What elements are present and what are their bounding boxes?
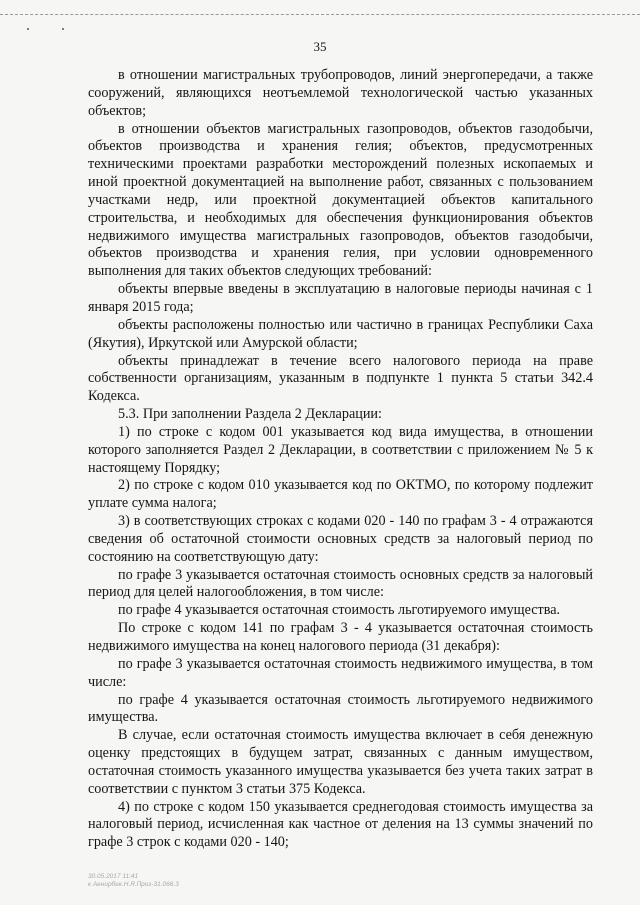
paragraph: объекты расположены полностью или частично в границах Республики Саха (Якутия), Иркутской или Амурской области;	[88, 316, 593, 351]
paragraph: 1) по строке с кодом 001 указывается код вида имущества, в отношении которого заполняется Раздел 2 Декларации, в соответствии с приложением № 5 к настоящему Порядку;	[88, 423, 593, 476]
paragraph: 3) в соответствующих строках с кодами 020 - 140 по графам 3 - 4 отражаются сведения об остаточной стоимости основных средств за налоговый период по состоянию на соответствующую дату:	[88, 513, 593, 565]
paragraph: по графе 3 указывается остаточная стоимость недвижимого имущества, в том числе:	[88, 655, 593, 690]
paragraph: по графе 3 указывается остаточная стоимость основных средств за налоговый период для целей налогообложения, в том числе:	[88, 566, 593, 601]
paragraph: По строке с кодом 141 по графам 3 - 4 указывается остаточная стоимость недвижимого имущества на конец налогового периода (31 декабря):	[88, 620, 593, 654]
scan-top-edge	[0, 14, 640, 15]
section-heading: 5.3. При заполнении Раздела 2 Декларации:	[118, 406, 382, 423]
paragraph: в отношении магистральных трубопроводов, линий энергопередачи, а также сооружений, являющихся неотъемлемой технологической частью указанных объектов;	[88, 67, 593, 119]
print-footer	[88, 873, 179, 889]
paragraph: в отношении объектов магистральных газопроводов, объектов газодобычи, объектов производства и хранения гелия; объектов, предусмотренных техническими проектами разработки месторождений полезных ископаемых и иной проектной документацией на выполнение работ, связанных с пользованием участками недр, или проектной документацией объектов капитального строительства, и необходимых для обеспечения функционирования объектов недвижимого имущества магистральных газопроводов, объектов газодобычи, объектов производства и хранения гелия, при условии одновременного выполнения для таких объектов следующих требований:	[88, 120, 593, 280]
paragraph: по графе 4 указывается остаточная стоимость льготируемого недвижимого имущества.	[88, 691, 593, 726]
scan-speck	[27, 28, 29, 30]
scan-speck	[62, 28, 64, 30]
paragraph: В случае, если остаточная стоимость имущества включает в себя денежную оценку предстоящих в будущем затрат, связанных с данным имуществом, остаточная стоимость указанного имущества указывается без учета таких затрат в соответствии с пунктом 3 статьи 375 Кодекса.	[88, 727, 593, 797]
paragraph: 4) по строке с кодом 150 указывается среднегодовая стоимость имущества за налоговый период, исчисленная как частное от деления на 13 суммы значений по графе 3 строк с кодами 020 - 140;	[88, 798, 593, 851]
footer-file-path: к Аенирбек.Н.Я.Проз-31.066.3	[88, 881, 179, 888]
paragraph: объекты принадлежат в течение всего налогового периода на праве собственности организациям, указанным в подпункте 1 пункта 5 статьи 342.4 Кодекса.	[88, 352, 593, 405]
paragraph: объекты впервые введены в эксплуатацию в налоговые периоды начиная с 1 января 2015 года;	[88, 281, 593, 315]
page-number: 35	[313, 39, 327, 54]
paragraph: по графе 4 указывается остаточная стоимость льготируемого имущества.	[118, 602, 561, 619]
footer-timestamp: 30.05.2017 11:41	[88, 873, 139, 880]
document-body	[88, 67, 593, 852]
paragraph: 2) по строке с кодом 010 указывается код по ОКТМО, по которому подлежит уплате сумма налога;	[88, 477, 593, 512]
